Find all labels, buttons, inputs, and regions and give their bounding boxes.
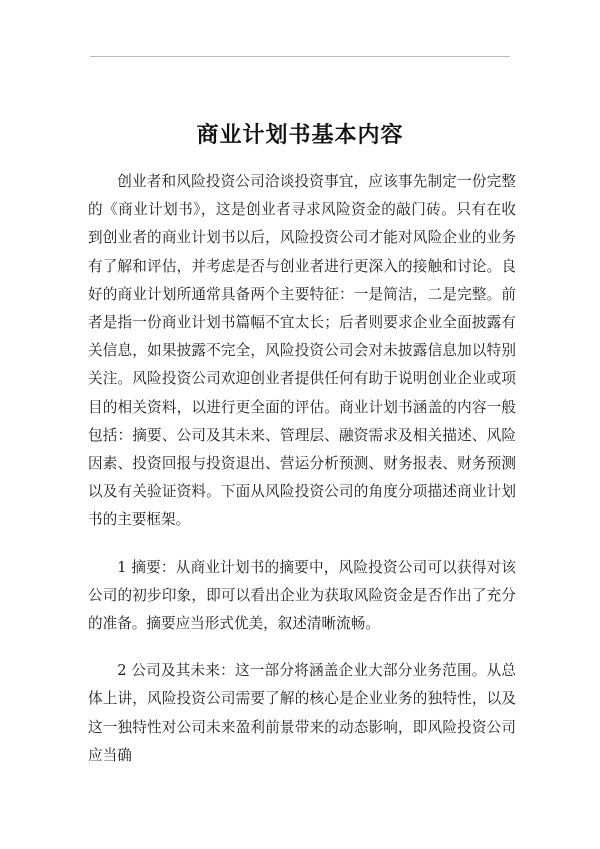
section-company-paragraph: 2 公司及其未来：这一部分将涵盖企业大部分业务范围。从总体上讲，风险投资公司需要了解的核心是企业业务的独特性，以及这一独特性对公司未来盈利前景带来的动态影响，即风险投资公司应当确	[88, 662, 516, 764]
document-body	[88, 168, 516, 770]
header-rule	[90, 56, 510, 57]
document-title: 商业计划书基本内容	[196, 123, 404, 148]
section-summary-paragraph: 1 摘要：从商业计划书的摘要中，风险投资公司可以获得对该公司的初步印象，即可以看出企业为获取风险资金是否作出了充分的准备。摘要应当形式优美，叙述清晰流畅。	[88, 558, 516, 633]
intro-paragraph: 创业者和风险投资公司洽谈投资事宜，应该事先制定一份完整的《商业计划书》，这是创业者寻求风险资金的敲门砖。只有在收到创业者的商业计划书以后，风险投资公司才能对风险企业的业务有了解和评估，并考虑是否与创业者进行更深入的接触和讨论。良好的商业计划所通常具备两个主要特征：一是简洁，二是完整。前者是指一份商业计划书篇幅不宜太长；后者则要求企业全面披露有关信息，如果披露不完全，风险投资公司会对未披露信息加以特别关注。风险投资公司欢迎创业者提供任何有助于说明创业企业或项目的相关资料，以进行更全面的评估。商业计划书涵盖的内容一般包括：摘要、公司及其未来、管理层、融资需求及相关描述、风险因素、投资回报与投资退出、营运分析预测、财务报表、财务预测以及有关验证资料。下面从风险投资公司的角度分项描述商业计划书的主要框架。	[88, 173, 516, 529]
